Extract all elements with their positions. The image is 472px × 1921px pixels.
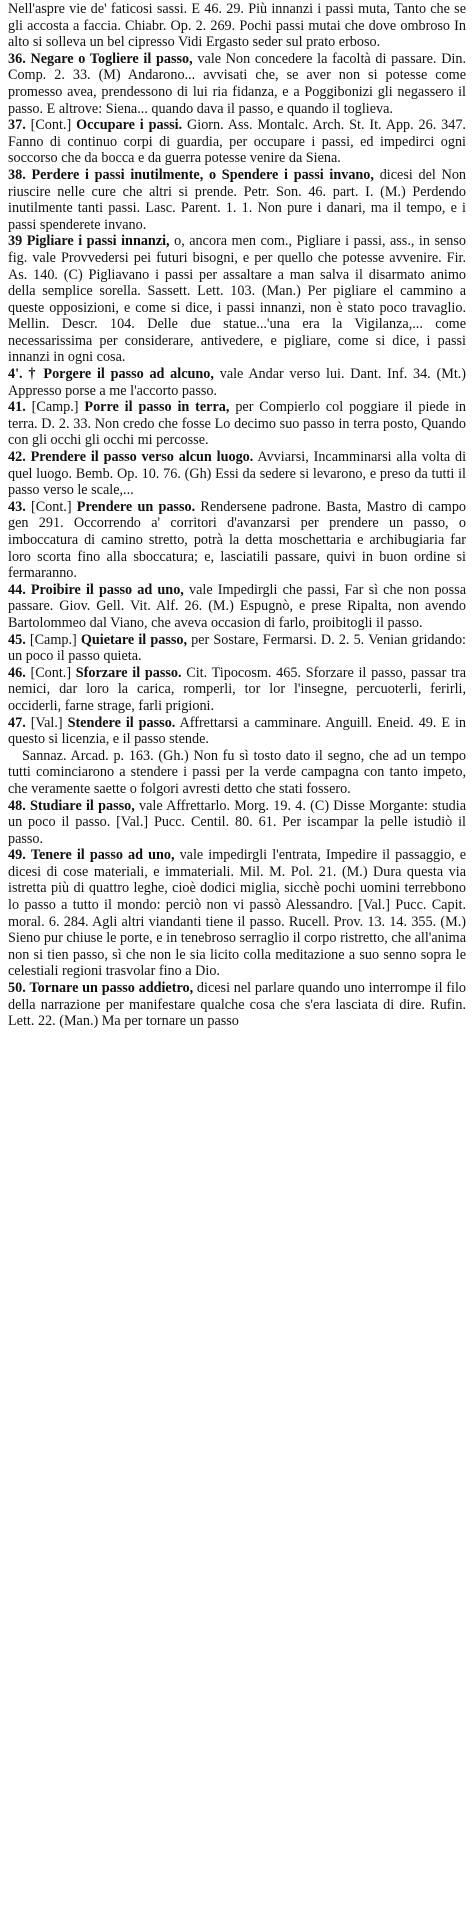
entry-number: 48. <box>8 797 26 814</box>
entry-source-tag: [Cont.] <box>30 498 72 515</box>
entry-source-tag: [Cont.] <box>30 664 72 681</box>
dictionary-entry <box>8 1 466 51</box>
entry-headword: Sforzare il passo. <box>75 664 182 681</box>
entry-headword: Tenere il passo ad uno, <box>30 847 175 864</box>
entry-number: 50. <box>8 980 26 997</box>
entry-number: 39 <box>8 233 23 250</box>
entry-number: 37. <box>8 117 26 134</box>
dictionary-entry <box>8 366 466 399</box>
entry-number: 38. <box>8 166 26 183</box>
entry-text: o, ancora men com., Pigliare i passi, ass., in senso fig. vale Provvedersi pei futuri bisogni, e per quello che potesse avvenire. Fir. As. 140. (C) Pigliavano i passi per assaltare a man salva il disarmato animo della semplice sorella. Sassett. Lett. 103. (Man.) Per pigliare el cammino a queste opposizioni, e come si dice, i passi innanzi, non è stato poco travaglio. Mellin. Descr. 104. Delle due statue...'una era la Vigilanza,... come necessarissima per considerare, antivedere, e pigliare, come si dice, i passi innanzi in ogni cosa. <box>8 233 466 366</box>
entry-headword: Negare o Togliere il passo, <box>30 50 193 67</box>
entry-number: 49. <box>8 847 26 864</box>
dictionary-entry <box>8 665 466 715</box>
entry-text: vale impedirgli l'entrata, Impedire il passaggio, e dicesi di cose materiali, e immateriali. Mil. M. Pol. 21. (M.) Dura questa via istretta più di quattro leghe, cioè dodici miglia, sicchè pochi uomini terrebbono lo passo a tutto il mondo: perciò non vi passò Alessandro. [Val.] Pucc. Capit. moral. 6. 284. Agli altri viandanti tiene il passo. Rucell. Prov. 13. 14. 355. (M.) Sieno pur chiuse le porte, e in tenebroso serraglio il corpo ristretto, che all'anima non si tien passo, sì che non le sia licito colla meditazione a suo senno sopra le celestiali regioni trasvolar fino a Dio. <box>8 847 467 980</box>
dictionary-entry <box>8 399 466 449</box>
dictionary-entry <box>8 499 466 582</box>
dictionary-entry <box>8 847 466 980</box>
entry-number: 43. <box>8 498 26 515</box>
entry-text: vale Affrettarlo. Morg. 19. 4. (C) Disse Morgante: studia un poco il passo. [Val.] Pucc. Centil. 80. 61. Per iscampar la pelle istudiò il passo. <box>8 797 467 847</box>
entry-number: 4'. <box>8 366 23 383</box>
entry-headword: Prendere un passo. <box>76 498 196 515</box>
entry-text: Avviarsi, Incamminarsi alla volta di quel luogo. Bemb. Op. 10. 76. (Gh) Essi da sedere si levarono, e preso da tutti il passo verso le scale,... <box>8 449 467 499</box>
entry-text: vale Impedirgli che passi, Far sì che non possa passare. Giov. Gell. Vit. Alf. 26. (M.) Espugnò, e prese Ripalta, non avendo Bartolommeo dal Viano, che aveva occasion di farlo, proibitogli il passo. <box>8 581 466 631</box>
entry-text: Sannaz. Arcad. p. 163. (Gh.) Non fu sì tosto dato il segno, che ad un tempo tutti cominciarono a stendere i passi per la verde campagna con tanto impeto, che veramente saette o folgori avresti detto che stati fossero. <box>8 747 466 797</box>
entry-source-tag: [Val.] <box>30 714 63 731</box>
entry-headword: Prendere il passo verso alcun luogo. <box>30 449 254 466</box>
dictionary-entry <box>8 980 466 1030</box>
entry-text: dicesi nel parlare quando uno interrompe il filo della narrazione per manifestare qualche cosa che s'era lasciata di dire. Rufin. Lett. 22. (Man.) Ma per tornare un passo <box>8 980 467 1030</box>
entry-source-tag: [Camp.] <box>29 631 77 648</box>
entry-headword: Perdere i passi inutilmente, o Spendere i passi invano, <box>31 166 374 183</box>
entry-text: per Compierlo col poggiare il piede in terra. D. 2. 33. Non credo che fosse Lo decimo suo passo in terra posto, Quando con gli occhi gli occhi mi percosse. <box>8 399 467 449</box>
entry-headword: Stendere il passo. <box>67 714 176 731</box>
dictionary-entry <box>8 233 466 366</box>
entry-number: 36. <box>8 50 26 67</box>
entry-headword: Pigliare i passi innanzi, <box>26 233 170 250</box>
dictionary-entry <box>8 51 466 117</box>
entry-number: 46. <box>8 664 26 681</box>
dictionary-entry <box>8 632 466 665</box>
entry-number: 47. <box>8 714 26 731</box>
entry-text: vale Andar verso lui. Dant. Inf. 34. (Mt.) Appresso porse a me l'accorto passo. <box>8 366 467 399</box>
entry-number: 44. <box>8 581 26 598</box>
entry-headword: Tornare un passo addietro, <box>29 980 194 997</box>
entry-headword: † Porgere il passo ad alcuno, <box>28 366 214 383</box>
entry-source-tag: [Cont.] <box>30 117 72 134</box>
entry-headword: Proibire il passo ad uno, <box>30 581 184 598</box>
entry-text: vale Non concedere la facoltà di passare. Din. Comp. 2. 33. (M) Andarono... avvisati che, se aver non si potesse come promesso avea, prendessono di lui ria fidanza, e a Poggibonizi gli negassero il passo. E altrove: Siena... quando dava il passo, e quando il toglieva. <box>8 50 467 117</box>
entry-number: 42. <box>8 449 26 466</box>
entry-source-tag: [Camp.] <box>31 399 79 416</box>
entry-headword: Occupare i passi. <box>76 117 183 134</box>
dictionary-entry <box>8 167 466 233</box>
dictionary-entry <box>8 715 466 748</box>
dictionary-entry <box>8 748 466 798</box>
entry-text: per Sostare, Fermarsi. D. 2. 5. Venian gridando: un poco il passo quieta. <box>8 631 466 665</box>
entry-text: Affrettarsi a camminare. Anguill. Eneid. 49. E in questo si licenzia, e il passo stende. <box>8 714 467 748</box>
dictionary-entry <box>8 582 466 632</box>
entry-headword: Studiare il passo, <box>29 797 135 814</box>
dictionary-entry <box>8 798 466 848</box>
entry-text: Giorn. Ass. Montalc. Arch. St. It. App. 26. 347. Fanno di continuo corpi di guardia, per occupare i passi, ed impedirci ogni soccorso che da bocca e da guerra potesse venire da Siena. <box>8 117 466 167</box>
entry-text: Rendersene padrone. Basta, Mastro di campo gen 291. Occorrendo a' corritori d'avanzarsi per prendere un passo, o imboccatura di camino stretto, potrà la detta moschettaria e archibugiaria far loro scorta fino alla sboccatura; e, lasciatili passare, quivi in buon ordine si fermaranno. <box>8 498 467 582</box>
entry-number: 45. <box>8 631 26 648</box>
entry-headword: Porre il passo in terra, <box>84 399 230 416</box>
entry-text: dicesi del Non riuscire nelle cure che altri si prende. Petr. Son. 46. part. I. (M.) Perdendo inutilmente tanti passi. Lasc. Parent. 1. 1. Non pure i danari, ma il tempo, e i passi spenderete invano. <box>8 166 467 233</box>
entry-text: Nell'aspre vie de' faticosi sassi. E 46. 29. Più innanzi i passi muta, Tanto che se gli accosta a faccia. Chiabr. Op. 2. 269. Pochi passi mutai che dove ombroso In alto si solleva un bel cipresso Vidi Ergasto seder sul prato erboso. <box>8 1 466 51</box>
dictionary-entry <box>8 449 466 499</box>
entry-headword: Quietare il passo, <box>80 631 187 648</box>
entry-number: 41. <box>8 399 26 416</box>
dictionary-entry <box>8 117 466 167</box>
entry-text: Cit. Tipocosm. 465. Sforzare il passo, passar tra nemici, dar loro la carica, romperli, tor lor l'insegne, percuoterli, ferirli, occiderli, farne strage, farli prigioni. <box>8 664 467 714</box>
